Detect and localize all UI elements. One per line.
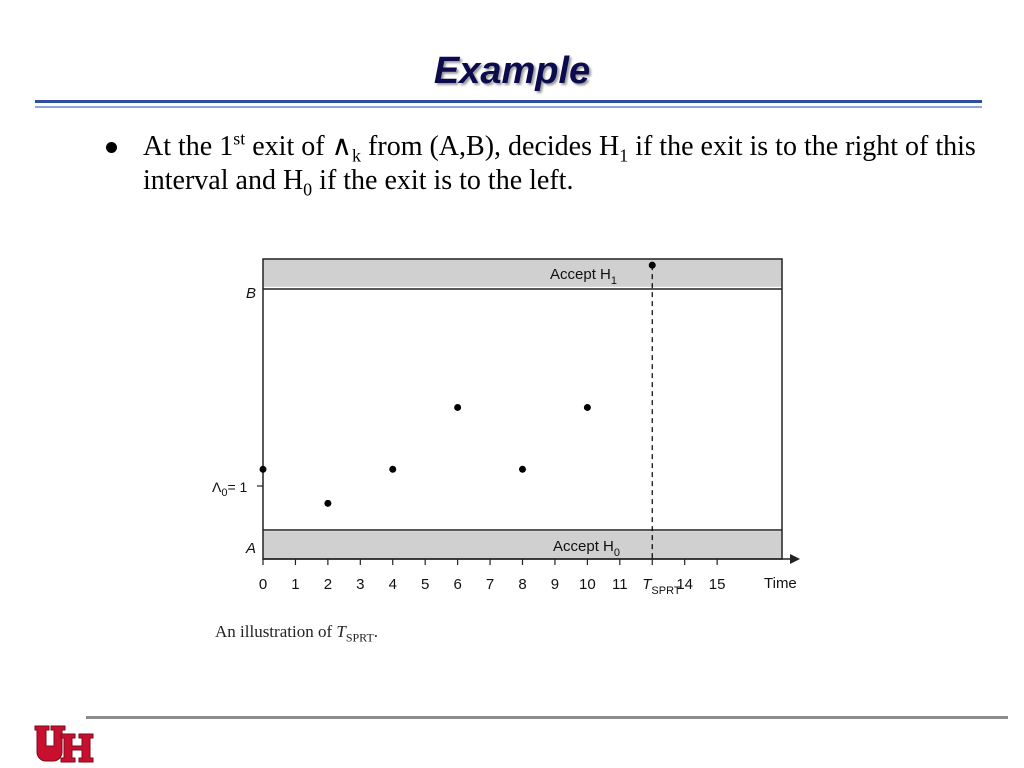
- lambda0-value: = 1: [227, 479, 248, 495]
- bullet-text-5: if the exit is to the left.: [312, 165, 574, 196]
- bullet-text-1: At the 1: [143, 131, 234, 162]
- x-tick-label: 2: [323, 576, 333, 593]
- data-point: [519, 466, 526, 473]
- x-axis-arrow-icon: [790, 554, 800, 564]
- t-sprt-label: [642, 576, 681, 597]
- lambda-symbol: ∧: [331, 131, 353, 162]
- figure-caption: [215, 622, 378, 645]
- footer-divider: [86, 716, 1008, 719]
- slide-title: Example: [433, 50, 591, 92]
- h1-sub: 1: [619, 145, 629, 166]
- data-point: [454, 404, 461, 411]
- x-tick-label: 6: [453, 576, 462, 593]
- t-sprt-sub: SPRT: [651, 585, 681, 597]
- x-tick-label: 4: [388, 576, 397, 593]
- x-tick-label: 5: [421, 576, 430, 593]
- x-tick-label: 3: [356, 576, 365, 593]
- x-tick-label: 11: [612, 576, 628, 593]
- bullet-text-2: exit of: [245, 131, 332, 162]
- data-point: [260, 466, 267, 473]
- h0-sub: 0: [303, 179, 313, 200]
- t-sprt-t: T: [642, 576, 652, 593]
- x-tick-label: 9: [550, 576, 560, 593]
- region-h0-sub: 0: [613, 547, 620, 559]
- region-h1-sub: 1: [610, 275, 617, 287]
- y-label-lambda0: [212, 479, 248, 499]
- x-tick-label: 14: [676, 576, 694, 593]
- caption-prefix: An illustration of: [215, 622, 337, 641]
- x-tick-label: 10: [579, 576, 596, 593]
- x-tick-label: 7: [485, 576, 495, 593]
- caption-suffix: .: [373, 622, 379, 641]
- lambda0-sub: 0: [221, 487, 228, 499]
- uh-logo-icon: [33, 724, 95, 764]
- region-h1-text: Accept H: [550, 266, 611, 283]
- data-point: [389, 466, 396, 473]
- y-label-b: B: [246, 285, 257, 302]
- region-h1: [263, 259, 782, 287]
- data-point: [649, 262, 656, 269]
- x-axis-label: Time: [764, 575, 797, 592]
- lambda0-symbol: Λ: [212, 479, 222, 495]
- caption-sub: SPRT: [345, 630, 374, 645]
- bullet-sup-st: st: [233, 128, 246, 149]
- bullet-text-4: if the exit is to the right of this interval and H: [143, 131, 976, 196]
- bullet-text-3: from (A,B), decides H: [361, 131, 620, 162]
- x-tick-label: 8: [518, 576, 527, 593]
- data-point: [584, 404, 591, 411]
- region-h0: [263, 531, 782, 559]
- x-tick-label: 15: [708, 576, 726, 593]
- data-point: [324, 500, 331, 507]
- plot-frame: [263, 259, 782, 559]
- caption-t: T: [336, 622, 346, 641]
- x-tick-label: 1: [291, 576, 300, 593]
- y-label-a: A: [246, 540, 257, 557]
- region-h0-text: Accept H: [553, 538, 614, 555]
- lambda-sub-k: k: [352, 145, 362, 166]
- x-tick-label: 0: [258, 576, 268, 593]
